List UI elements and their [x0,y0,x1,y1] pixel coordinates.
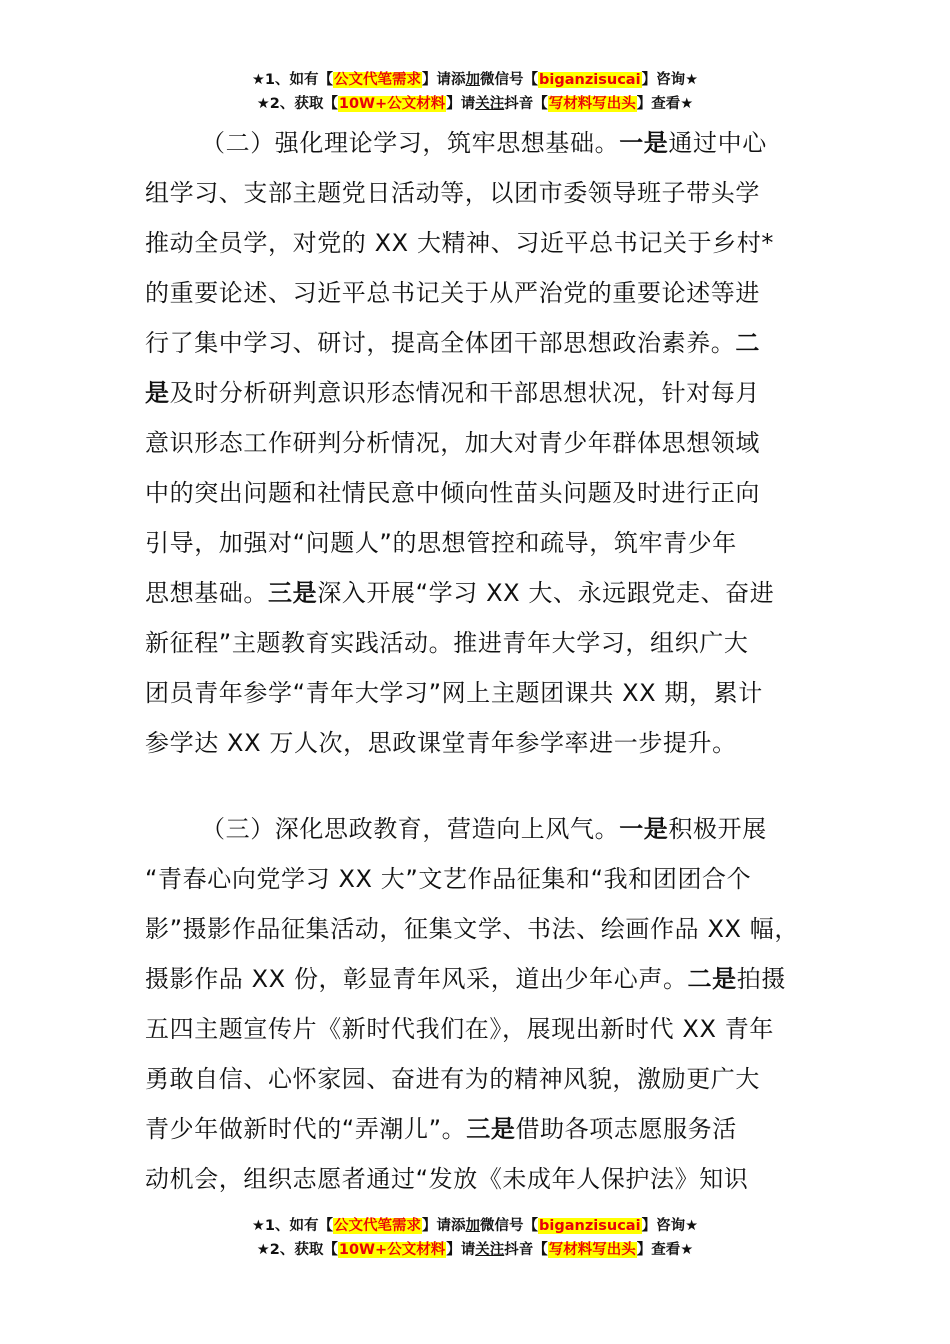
bold-text: 二是 [687,965,737,993]
bold-text: 一是 [619,815,669,843]
banner-underline: 加 [465,1218,481,1234]
paragraph-line: 组学习、支部主题党日活动等，以团市委领导班子带头学 [145,179,760,207]
text: 思想基础。 [145,579,268,607]
banner-text: ★2、获取【 [256,1242,338,1258]
banner-highlight: biganzisucai [539,72,641,88]
text: 拍摄 [736,965,786,993]
text: 通过中心 [668,129,767,157]
banner-text: 】请添 [422,72,466,88]
text: 借助各项志愿服务活 [515,1115,737,1143]
text: 行了集中学习、研讨，提高全体团干部思想政治素养。 [145,329,736,357]
banner-text: 微信号【 [480,1218,539,1234]
header-banner [0,68,950,116]
banner-underline: 关注 [475,1242,505,1258]
paragraph-line: 中的突出问题和社情民意中倾向性苗头问题及时进行正向 [145,479,760,507]
bold-text: 三是 [268,579,318,607]
paragraph-line [145,1112,737,1146]
paragraph-line: 动机会，组织志愿者通过“发放《未成年人保护法》知识 [145,1165,749,1193]
text: 青少年做新时代的“弄潮儿”。 [145,1115,467,1143]
banner-highlight: 公文代笔需求 [334,1218,422,1234]
bold-text: 是 [145,379,170,407]
banner-highlight: biganzisucai [539,1218,641,1234]
banner-highlight: 写材料写出头 [548,96,636,112]
banner-highlight: 10W+公文材料 [338,96,446,112]
banner-text: ★1、如有【 [251,72,334,88]
banner-text: 微信号【 [480,72,539,88]
paragraph-line [201,812,767,846]
banner-underline: 加 [465,72,481,88]
paragraph-line: 团员青年参学“青年大学习”网上主题团课共 XX 期，累计 [145,679,763,707]
paragraph-line [201,126,767,160]
bold-text: 二 [735,329,761,357]
banner-line-1 [0,1214,950,1238]
bold-text: 三是 [466,1115,516,1143]
banner-text: 抖音【 [504,1242,548,1258]
banner-text: ★2、获取【 [256,96,338,112]
banner-line-2 [0,92,950,116]
banner-text: 】请 [446,1242,476,1258]
text: 摄影作品 XX 份，彰显青年风采，道出少年心声。 [145,965,688,993]
paragraph-line: 引导，加强对“问题人”的思想管控和疏导，筑牢青少年 [145,529,737,557]
footer-banner [0,1214,950,1262]
banner-text: 】咨询★ [641,1218,699,1234]
paragraph-line: 推动全员学，对党的 XX 大精神、习近平总书记关于乡村* [145,229,774,257]
text: （二）强化理论学习，筑牢思想基础。 [201,129,620,157]
banner-text: 】查看★ [636,1242,694,1258]
banner-text: 】请添 [422,1218,466,1234]
banner-line-2 [0,1238,950,1262]
banner-highlight: 10W+公文材料 [338,1242,446,1258]
banner-highlight: 公文代笔需求 [334,72,422,88]
paragraph-line [145,962,786,996]
paragraph-line: 参学达 XX 万人次，思政课堂青年参学率进一步提升。 [145,729,737,757]
banner-text: 抖音【 [504,96,548,112]
paragraph-line: “青春心向党学习 XX 大”文艺作品征集和“我和团团合个 [145,865,752,893]
paragraph-line [145,576,774,610]
paragraph-line: 新征程”主题教育实践活动。推进青年大学习，组织广大 [145,629,749,657]
banner-text: ★1、如有【 [251,1218,334,1234]
paragraph-line: 五四主题宣传片《新时代我们在》，展现出新时代 XX 青年 [145,1015,774,1043]
text: （三）深化思政教育，营造向上风气。 [201,815,620,843]
text: 积极开展 [668,815,767,843]
paragraph-line: 意识形态工作研判分析情况，加大对青少年群体思想领域 [145,429,760,457]
paragraph-line: 的重要论述、习近平总书记关于从严治党的重要论述等进 [145,279,760,307]
banner-underline: 关注 [475,96,505,112]
text: 深入开展“学习 XX 大、永远跟党走、奋进 [317,579,775,607]
bold-text: 一是 [619,129,669,157]
banner-text: 】咨询★ [641,72,699,88]
paragraph-line: 影”摄影作品征集活动，征集文学、书法、绘画作品 XX 幅， [145,915,799,943]
paragraph-line [145,376,760,410]
paragraph-line [145,326,760,360]
paragraph-line: 勇敢自信、心怀家园、奋进有为的精神风貌，激励更广大 [145,1065,760,1093]
banner-text: 】查看★ [636,96,694,112]
banner-line-1 [0,68,950,92]
text: 及时分析研判意识形态情况和干部思想状况，针对每月 [169,379,761,407]
banner-text: 】请 [446,96,476,112]
banner-highlight: 写材料写出头 [548,1242,636,1258]
